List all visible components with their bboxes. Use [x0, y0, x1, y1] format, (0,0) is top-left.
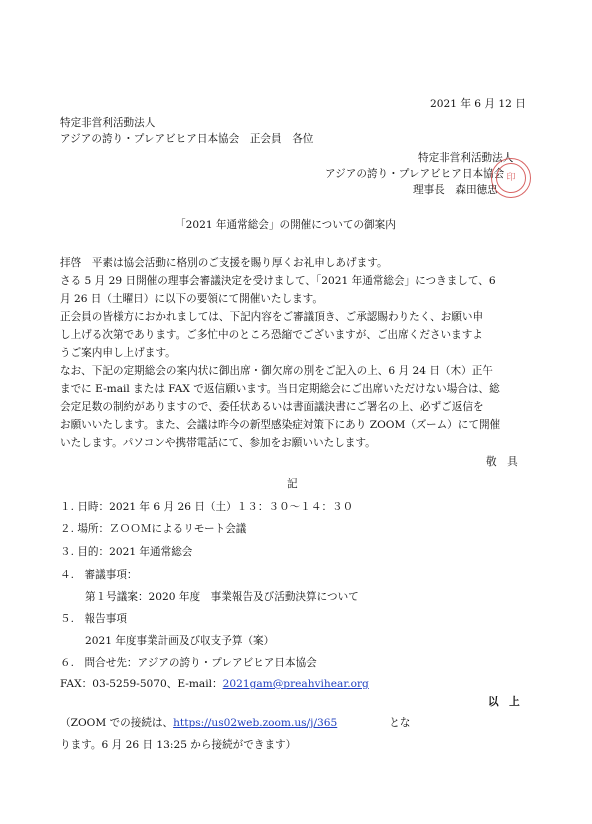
body-line: し上げる次第であります。ご多忙中のところ恐縮でございますが、ご出席くださいますよ: [60, 329, 483, 341]
zoom-note-line2: ります。6 月 26 日 13:25 から接続ができます）: [60, 739, 297, 751]
item-report-heading: ５. 報告事項: [60, 613, 127, 625]
sender-signer: 理事長 森田徳忠: [413, 184, 498, 196]
seal-text: 印: [506, 173, 516, 183]
contact-email-link[interactable]: 2021gam@preahvihear.org: [222, 678, 369, 690]
sender-org-name: アジアの誇り・プレアビヒア日本協会: [325, 168, 505, 180]
ki-heading: 記: [287, 478, 298, 490]
organization-seal: [491, 158, 531, 198]
body-line: さる 5 月 29 日開催の理事会審議決定を受けまして、「2021 年通常総会」につきまして、6: [60, 275, 496, 287]
contact-fax-prefix: FAX：03-5259-5070、E-mail：: [60, 678, 223, 690]
item-datetime: １. 日時：2021 年 6 月 26 日（土）１３：３０～１４：３０: [60, 501, 354, 513]
item-purpose: ３. 目的：2021 年通常総会: [60, 546, 193, 558]
contact-line: [60, 677, 369, 691]
document-date: 2021 年 6 月 12 日: [430, 98, 526, 110]
body-line: うご案内申し上げます。: [60, 347, 176, 359]
item-place: ２. 場所：ＺＯＯＭによるリモート会議: [60, 523, 247, 535]
item-report-detail: 2021 年度事業計画及び収支予算（案）: [85, 635, 275, 647]
item-contact: ６. 問合せ先：アジアの誇り・プレアビヒア日本協会: [60, 657, 317, 669]
closing-keigu: 敬 具: [486, 456, 518, 468]
document-title: 「2021 年通常総会」の開催についての御案内: [175, 219, 396, 231]
body-line: お願いいたします。また、会議は昨今の新型感染症対策下にあり ZOOM（ズーム）にて開催: [60, 419, 501, 431]
body-line: までに E-mail または FAX で返信願います。当日定期総会にご出席いただけない場合は、総: [60, 383, 500, 395]
body-line: 会定足数の制約がありますので、委任状あるいは書面議決書にご署名の上、必ずご返信を: [60, 401, 484, 413]
body-line: なお、下記の定期総会の案内状に御出席・御欠席の別をご記入の上、6 月 24 日（木）正午: [60, 365, 493, 377]
item-agenda-heading: ４. 審議事項：: [60, 569, 138, 581]
item-agenda-detail: 第１号議案：2020 年度 事業報告及び活動決算について: [85, 591, 359, 603]
zoom-note-line1: [60, 716, 410, 730]
body-line: いたします。パソコンや携帯電話にて、参加をお願いいたします。: [60, 437, 376, 449]
recipient-org-type: 特定非営利活動法人: [60, 117, 156, 129]
zoom-note-suffix: とな: [389, 717, 411, 729]
recipient-line: アジアの誇り・プレアビヒア日本協会 正会員 各位: [60, 133, 314, 145]
body-line: 拝啓 平素は協会活動に格別のご支援を賜り厚くお礼申しあげます。: [60, 257, 388, 269]
body-line: 月 26 日（土曜日）に以下の要領にて開催いたします。: [60, 293, 324, 305]
sender-org-type: 特定非営利活動法人: [418, 152, 514, 164]
zoom-note-prefix: （ZOOM での接続は、: [60, 717, 174, 729]
closing-ijou: 以 上: [488, 696, 520, 708]
body-line: 正会員の皆様方におかれましては、下記内容をご審議頂き、ご承認賜わりたく、お願い申: [60, 311, 484, 323]
zoom-link[interactable]: https://us02web.zoom.us/j/365: [173, 717, 338, 729]
